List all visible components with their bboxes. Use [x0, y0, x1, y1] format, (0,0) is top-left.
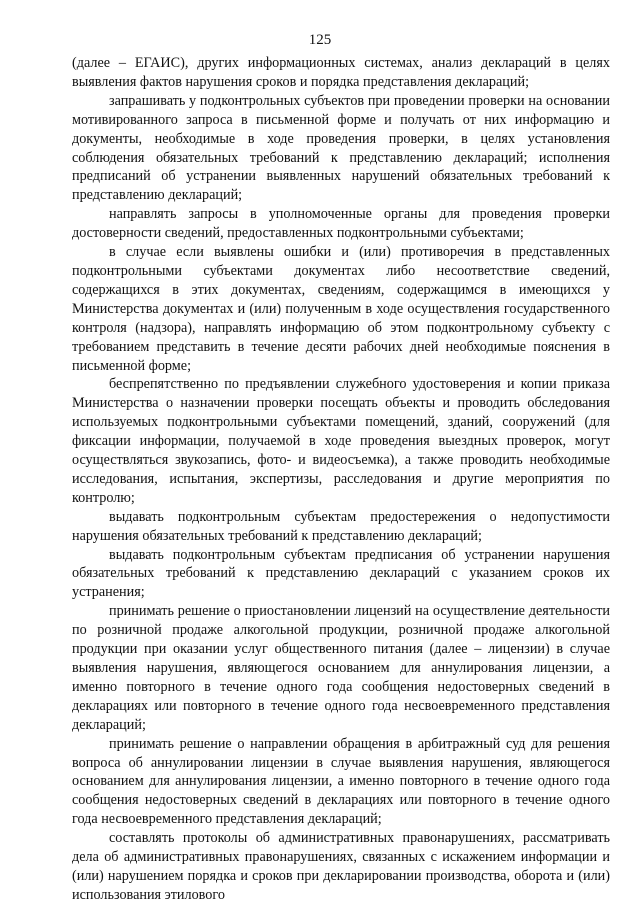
paragraph-suspend-licenses: принимать решение о приостановлении лицензий на осуществление деятельности по розничной продаже алкогольной продукции, розничной продаже алкогольной продукции при оказании услуг общественного питания (далее – лицензии) в случае выявления нарушения, являющегося основанием для аннулирования лицензии, а именно повторного в течение одного года сообщения недостоверных сведений в декларациях или повторного в течение одного года несвоевременного представления деклараций; — [72, 603, 610, 733]
document-body — [72, 54, 610, 905]
paragraph-send-requests: направлять запросы в уполномоченные органы для проведения проверки достоверности сведений, предоставленных подконтрольными субъектами; — [72, 206, 610, 242]
paragraph-issue-orders: выдавать подконтрольным субъектам предписания об устранении нарушения обязательных требований к представлению деклараций с указанием сроков их устранения; — [72, 546, 610, 601]
paragraph-visit-objects: беспрепятственно по предъявлении служебного удостоверения и копии приказа Министерства о назначении проверки посещать объекты и проводить обследования используемых подконтрольными субъектами помещений, зданий, сооружений (для фиксации информации, получаемой в ходе проведения выездных проверок, могут осуществляться звукозапись, фото- и видеосъемка), а также проводить необходимые исследования, испытания, экспертизы, расследования и другие мероприятия по контролю; — [72, 376, 610, 506]
paragraph-request-documents: запрашивать у подконтрольных субъектов при проведении проверки на основании мотивированного запроса в письменной форме и получать от них информацию и документы, необходимые в ходе проведения проверки, в целях установления соблюдения обязательных требований к представлению деклараций; исполнения предписаний об устранении выявленных нарушений обязательных требований к представлению деклараций; — [72, 92, 610, 204]
paragraph-continued: (далее – ЕГАИС), других информационных системах, анализ деклараций в целях выявления фактов нарушения сроков и порядка представления деклараций; — [72, 55, 610, 90]
paragraph-protocols: составлять протоколы об административных правонарушениях, рассматривать дела об административных правонарушениях, связанных с искажением информации и (или) нарушением порядка и сроков при декларировании производства, оборота и (или) использования этилового — [72, 830, 610, 903]
paragraph-issue-warnings: выдавать подконтрольным субъектам предостережения о недопустимости нарушения обязательных требований к представлению деклараций; — [72, 508, 610, 544]
paragraph-arbitration-court: принимать решение о направлении обращения в арбитражный суд для решения вопроса об аннулировании лицензии в случае выявления нарушения, являющегося основанием для аннулирования лицензии, а именно повторного в течение одного года сообщения недостоверных сведений в декларациях или повторного в течение одного года несвоевременного представления деклараций; — [72, 735, 610, 828]
page-number: 125 — [308, 32, 332, 48]
paragraph-errors-contradictions: в случае если выявлены ошибки и (или) противоречия в представленных подконтрольными субъектами документах либо несоответствие сведений, содержащихся в этих документах, сведениям, содержащимся в имеющихся у Министерства документах и (или) полученным в ходе осуществления государственного контроля (надзора), направлять информацию об этом подконтрольному субъекту с требованием представить в течение десяти рабочих дней необходимые пояснения в письменной форме; — [72, 244, 610, 374]
